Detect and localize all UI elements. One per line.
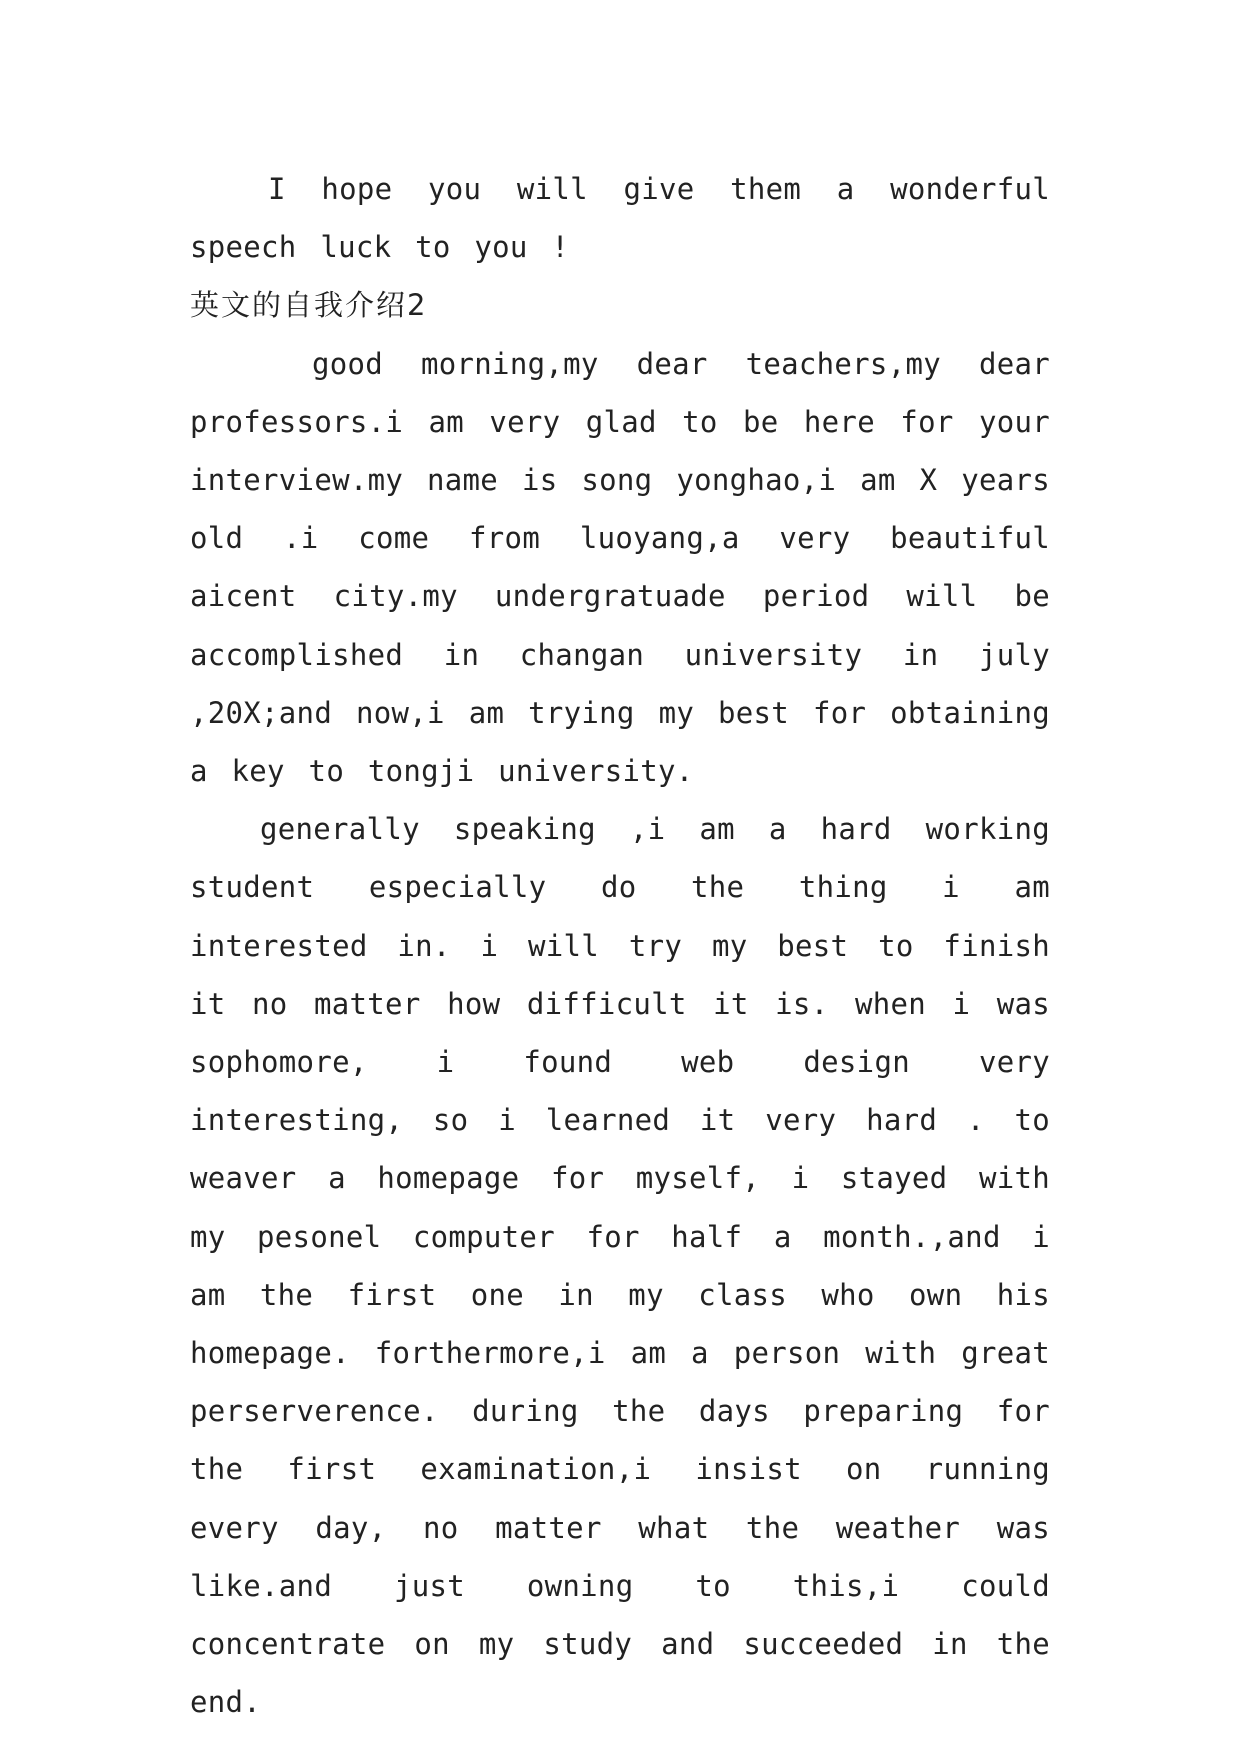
document-body: [190, 160, 1050, 1731]
paragraph-personality: generally speaking ,i am a hard working student especially do the thing i am interested in. i will try my best to finish it no matter how difficult it is. when i was sophomore, i found web design very interesting, so i learned it very hard . to weaver a homepage for myself, i stayed with my pesonel computer for half a month.,and i am the first one in my class who own his homepage. forthermore,i am a person with great perserverence. during the days preparing for the first examination,i insist on running every day, no matter what the weather was like.and just owning to this,i could concentrate on my study and succeeded in the end.: [190, 812, 1050, 1720]
section-heading: 英文的自我介绍2: [190, 288, 428, 323]
paragraph-self-introduction: good morning,my dear teachers,my dear professors.i am very glad to be here for your interview.my name is song yonghao,i am X years old .i come from luoyang,a very beautiful aicent city.my undergratuade period will be accomplished in changan university in july ,20X;and now,i am trying my best for obtaining a key to tongji university.: [190, 346, 1050, 789]
intro-paragraph: I hope you will give them a wonderful speech luck to you !: [190, 172, 1050, 265]
